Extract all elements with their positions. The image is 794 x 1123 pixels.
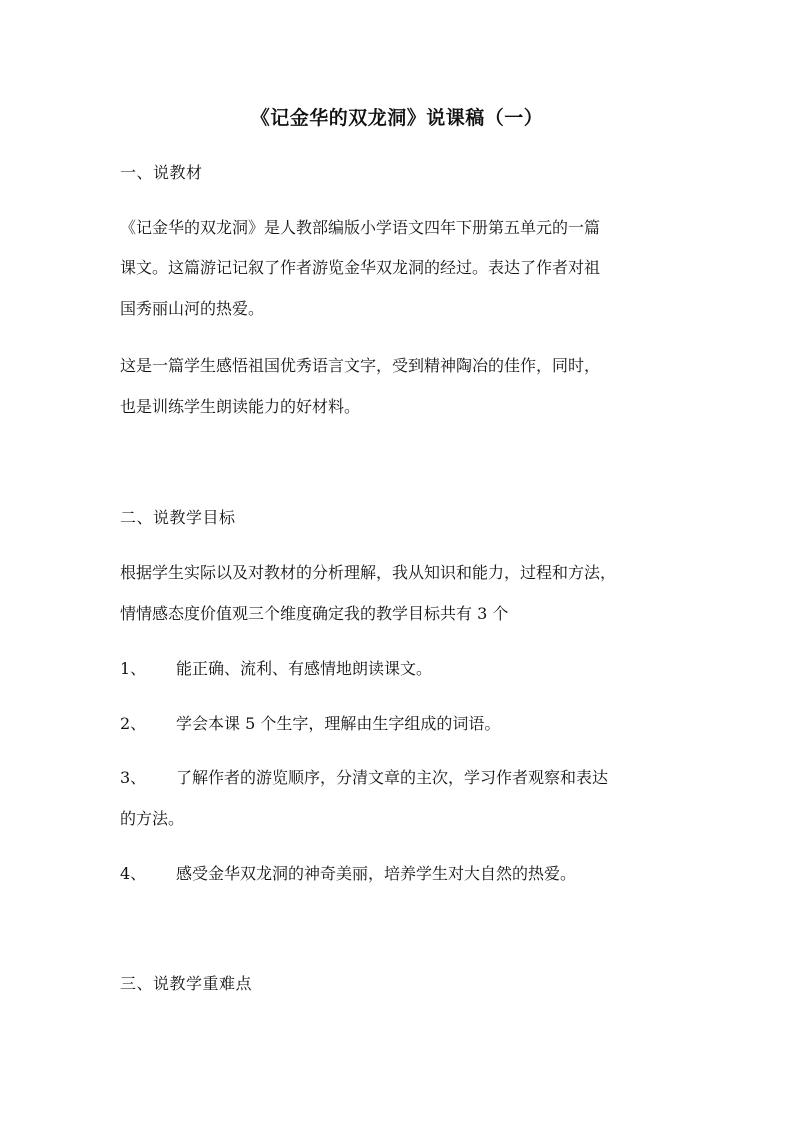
list-text: 感受金华双龙洞的神奇美丽，培养学生对大自然的热爱。 [176, 864, 577, 883]
document-title: 《记金华的双龙洞》说课稿（一） [250, 107, 544, 129]
list-number: 2、 [120, 714, 147, 733]
list-number: 3、 [120, 768, 147, 787]
list-text: 学会本课 5 个生字，理解由生字组成的词语。 [176, 714, 501, 733]
paragraph-line: 也是训练学生朗读能力的好材料。 [120, 397, 361, 416]
section-heading-textbook: 一、说教材 [120, 163, 203, 182]
paragraph-line: 国秀丽山河的热爱。 [120, 299, 265, 318]
list-item-goal-3-continued: 的方法。 [120, 809, 185, 828]
list-number: 4、 [120, 864, 147, 883]
paragraph-line: 《记金华的双龙洞》是人教部编版小学语文四年下册第五单元的一篇 [120, 218, 601, 237]
paragraph-line: 课文。这篇游记记叙了作者游览金华双龙洞的经过。表达了作者对祖 [120, 258, 601, 277]
list-item-goal-4 [120, 864, 680, 884]
list-text: 能正确、流利、有感情地朗读课文。 [176, 659, 433, 678]
list-item-goal-1 [120, 659, 680, 679]
paragraph-line: 根据学生实际以及对教材的分析理解，我从知识和能力，过程和方法， [120, 563, 617, 582]
list-item-goal-3 [120, 768, 680, 788]
section-heading-goals: 二、说教学目标 [120, 508, 236, 527]
section-heading-key-points: 三、说教学重难点 [120, 974, 253, 993]
list-text: 了解作者的游览顺序，分清文章的主次，学习作者观察和表达 [176, 768, 609, 787]
list-number: 1、 [120, 659, 147, 678]
paragraph-line: 情情感态度价值观三个维度确定我的教学目标共有 3 个 [120, 604, 509, 623]
paragraph-line: 这是一篇学生感悟祖国优秀语言文字，受到精神陶冶的佳作，同时， [120, 356, 601, 375]
list-item-goal-2 [120, 714, 680, 734]
